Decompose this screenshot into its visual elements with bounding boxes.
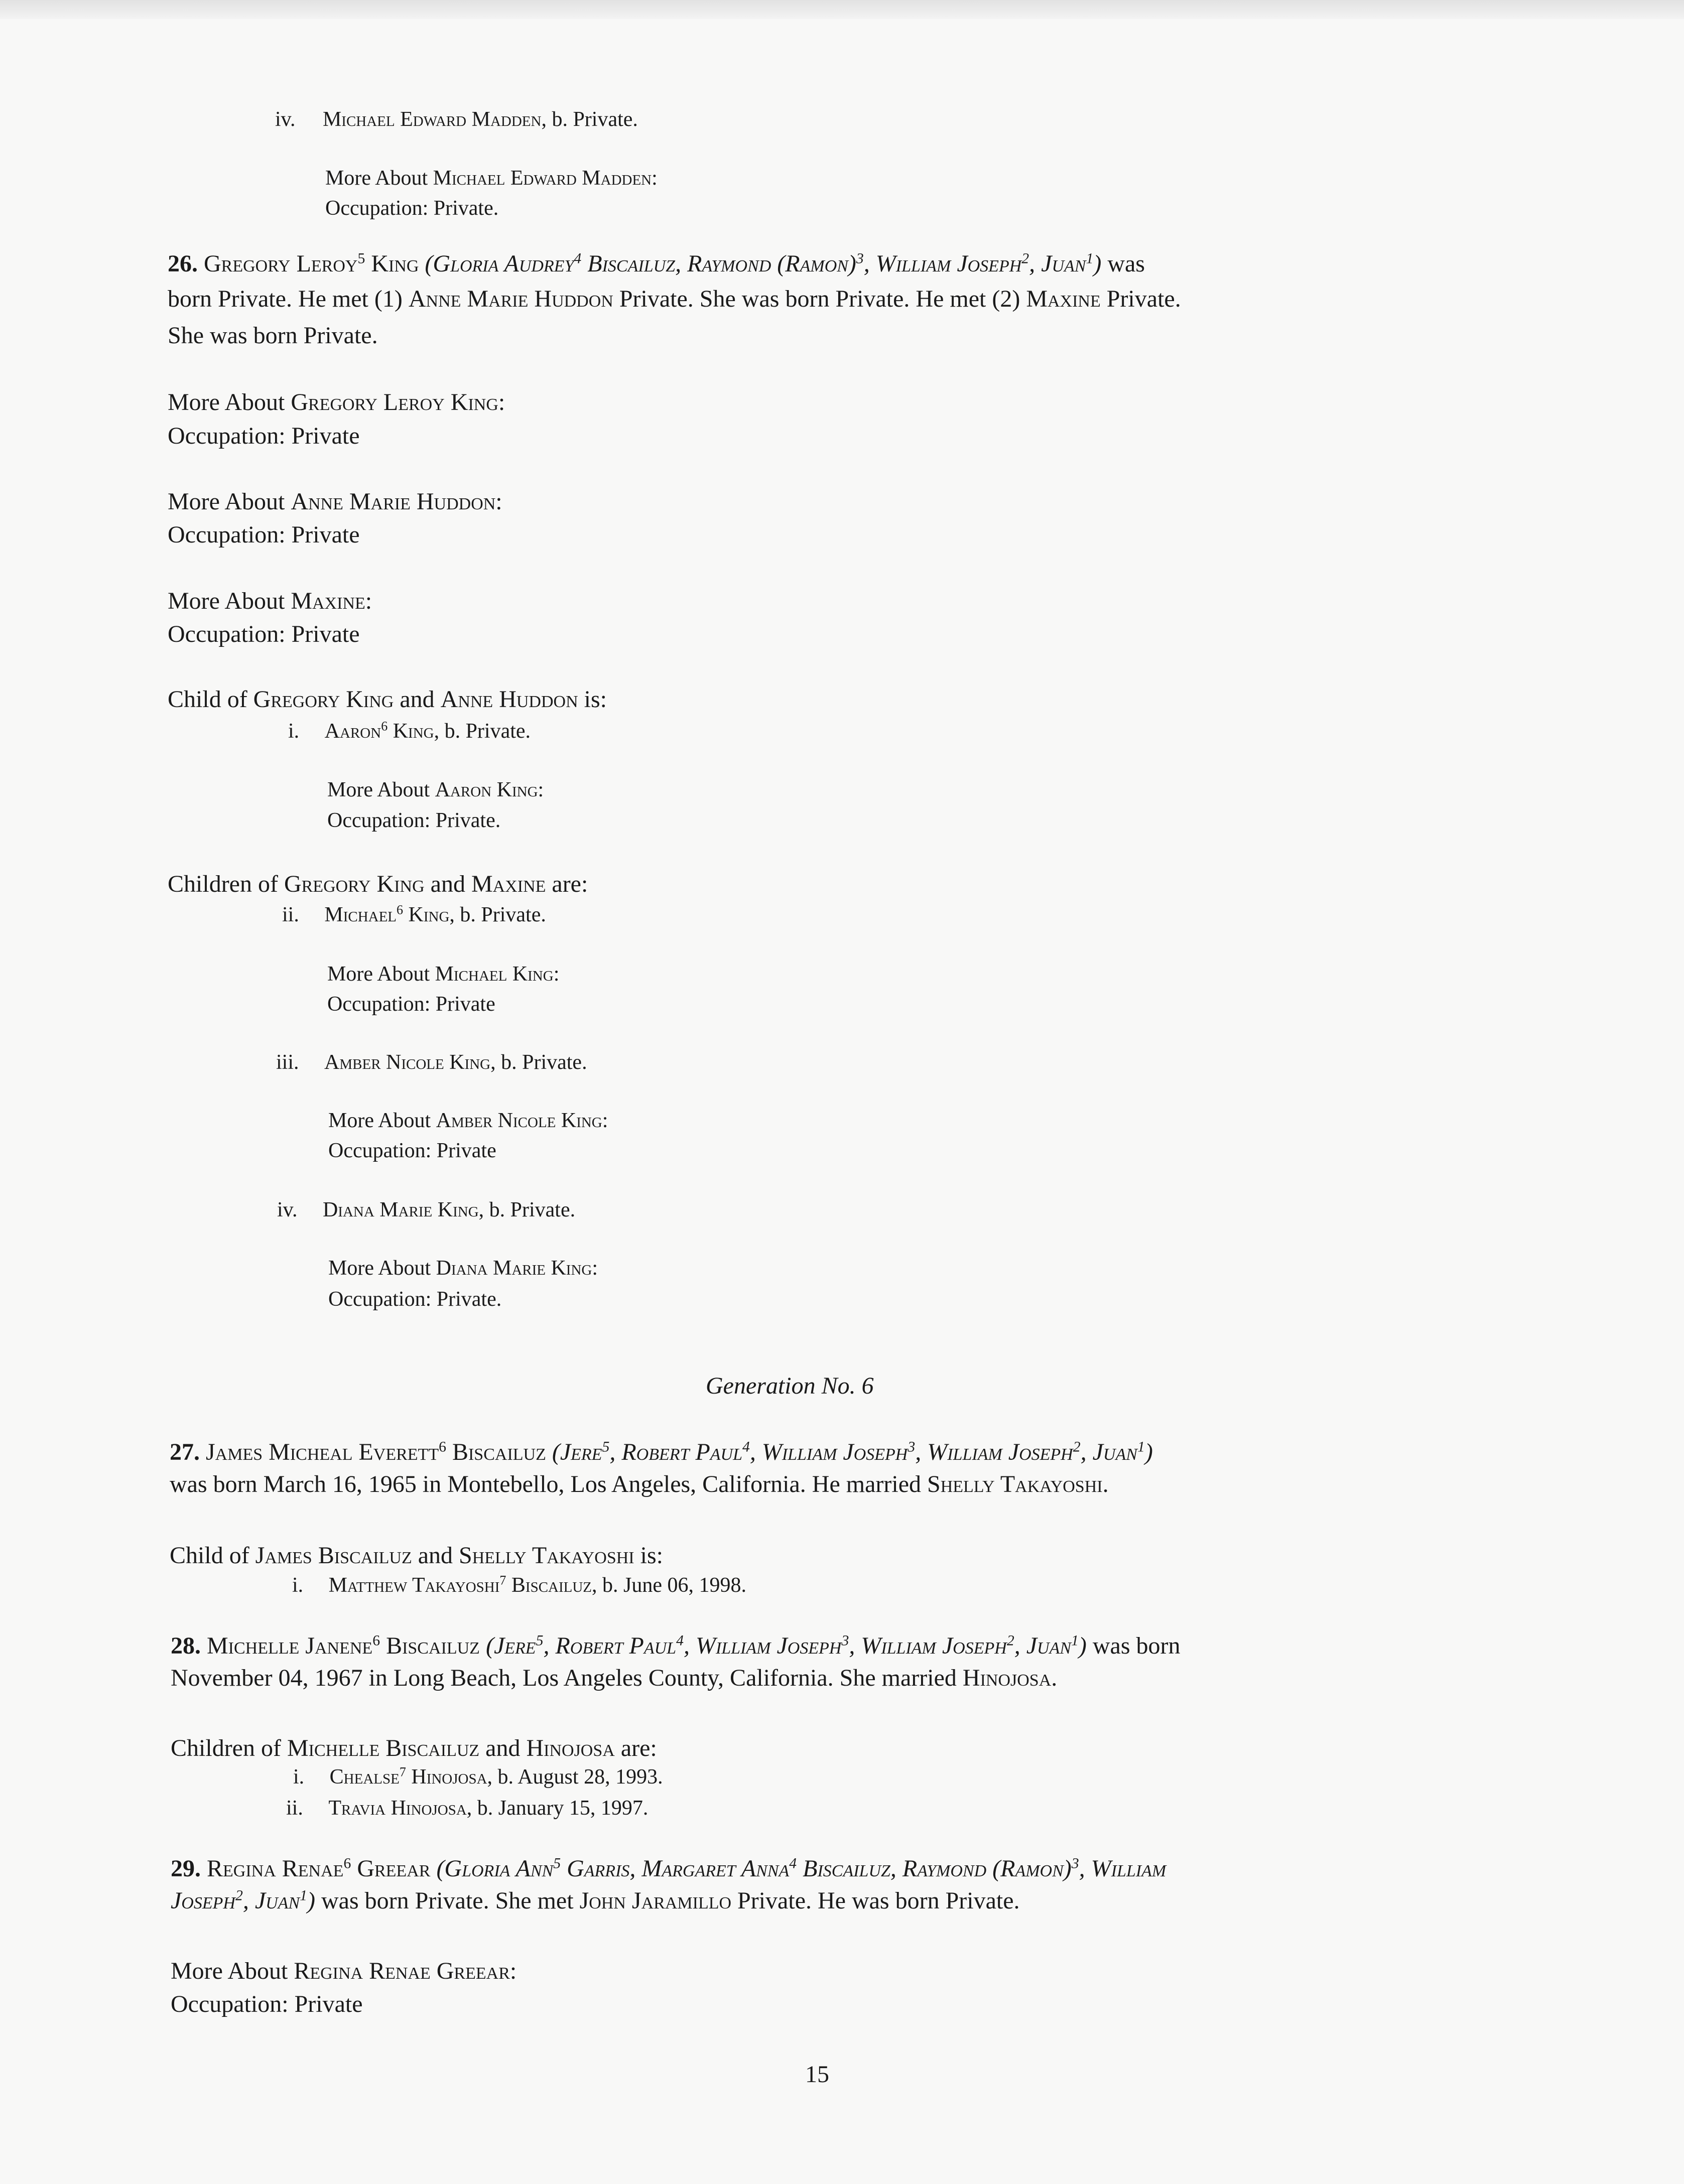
generation-marker: 3 bbox=[1071, 1855, 1079, 1872]
ancestry-line bbox=[425, 250, 1101, 277]
person-name: Amber Nicole King bbox=[324, 1051, 491, 1074]
entry-28-line1 bbox=[171, 1634, 1181, 1658]
person-name: Michelle Biscailuz bbox=[287, 1735, 480, 1761]
more-about-label: More About bbox=[168, 488, 291, 515]
ancestry-part: , Juan bbox=[1014, 1632, 1072, 1659]
more-about-line bbox=[327, 964, 559, 985]
person-name: Michael Edward Madden bbox=[322, 108, 542, 131]
entry-number: 27. bbox=[170, 1439, 200, 1465]
ancestry-part: Garris, Margaret Anna bbox=[561, 1855, 790, 1882]
person-surname: Biscailuz bbox=[506, 1574, 592, 1597]
roman-numeral: ii. bbox=[286, 1797, 303, 1820]
text: Child of bbox=[170, 1542, 255, 1569]
generation-marker: 1 bbox=[1071, 1632, 1079, 1649]
entry-27-line1 bbox=[170, 1440, 1153, 1464]
more-about-line bbox=[168, 390, 505, 415]
person-name: Amber Nicole King: bbox=[436, 1109, 608, 1132]
person-name: Hinojosa bbox=[526, 1735, 615, 1761]
person-name: Shelly Takayoshi bbox=[459, 1542, 634, 1569]
birth-info: , b. Private. bbox=[434, 720, 531, 743]
more-about-line bbox=[168, 490, 502, 514]
person-surname: Hinojosa bbox=[406, 1765, 487, 1789]
ancestry-part: Biscailuz, Raymond (Ramon) bbox=[581, 250, 856, 277]
generation-marker: 4 bbox=[574, 250, 582, 267]
birth-info: , b. January 15, 1997. bbox=[466, 1797, 649, 1820]
more-about-label: More About bbox=[325, 167, 433, 190]
generation-marker: 3 bbox=[908, 1438, 916, 1455]
generation-marker: 2 bbox=[235, 1887, 243, 1904]
generation-marker: 2 bbox=[1006, 1632, 1014, 1649]
person-name: Gregory King bbox=[253, 686, 394, 713]
children-header bbox=[171, 1736, 657, 1760]
birth-info: , b. Private. bbox=[541, 108, 638, 131]
occupation-line: Occupation: Private bbox=[168, 621, 360, 647]
generation-marker: 7 bbox=[499, 1573, 506, 1588]
spouse-name: Hinojosa bbox=[962, 1665, 1052, 1691]
more-about-label: More About bbox=[328, 1109, 436, 1132]
person-name: Michael King: bbox=[435, 963, 560, 986]
entry-number: 26. bbox=[168, 250, 198, 277]
more-about-label: More About bbox=[327, 778, 435, 801]
person-name: Anne Marie Huddon: bbox=[291, 488, 502, 515]
person-name: Chealse bbox=[329, 1765, 400, 1789]
more-about-line bbox=[328, 1110, 608, 1131]
ancestry-part: ) bbox=[1078, 1632, 1087, 1659]
ancestry-part: , William Joseph bbox=[863, 250, 1022, 277]
child-header bbox=[168, 688, 607, 712]
roman-numeral: i. bbox=[288, 720, 300, 743]
generation-marker: 6 bbox=[372, 1632, 380, 1649]
text: was bbox=[1101, 250, 1145, 277]
text: was born Private. She met bbox=[315, 1887, 580, 1914]
generation-marker: 1 bbox=[1086, 250, 1094, 267]
text: are: bbox=[614, 1735, 657, 1761]
more-about-label: More About bbox=[328, 1257, 436, 1280]
generation-marker: 5 bbox=[536, 1632, 544, 1649]
ancestry-part: , Juan bbox=[242, 1887, 300, 1914]
ancestry-part: , William Joseph bbox=[915, 1439, 1073, 1465]
child-line bbox=[293, 1766, 663, 1788]
roman-numeral: iii. bbox=[276, 1051, 299, 1074]
text: Children of bbox=[171, 1735, 287, 1761]
generation-marker: 2 bbox=[1021, 250, 1029, 267]
ancestry-line bbox=[486, 1632, 1087, 1659]
entry-26-line3: She was born Private. bbox=[168, 322, 378, 349]
text: are: bbox=[546, 871, 588, 897]
occupation-line: Occupation: Private bbox=[168, 423, 360, 449]
text: is: bbox=[634, 1542, 663, 1569]
occupation-line: Occupation: Private bbox=[327, 993, 495, 1016]
occupation-line: Occupation: Private. bbox=[327, 809, 501, 832]
text: and bbox=[479, 1735, 527, 1761]
person-surname: King bbox=[403, 903, 450, 926]
more-about-label: More About bbox=[168, 389, 291, 416]
ancestry-line bbox=[171, 1887, 315, 1914]
generation-marker: 3 bbox=[841, 1632, 849, 1649]
roman-numeral: iv. bbox=[277, 1198, 298, 1221]
ancestry-part: , Juan bbox=[1029, 250, 1086, 277]
occupation-line: Occupation: Private bbox=[171, 1991, 363, 2017]
person-surname: King bbox=[387, 720, 434, 743]
text: was born March 16, 1965 in Montebello, Los Angeles, California. He married bbox=[170, 1471, 927, 1497]
generation-marker: 7 bbox=[399, 1764, 406, 1780]
generation-marker: 6 bbox=[397, 902, 404, 917]
ancestry-part: (Jere bbox=[552, 1439, 602, 1465]
person-name: Diana Marie King: bbox=[436, 1257, 598, 1280]
person-surname: Biscailuz bbox=[380, 1632, 480, 1659]
person-surname: Biscailuz bbox=[446, 1439, 546, 1465]
more-about-line: More About Michael Edward Madden: bbox=[325, 167, 658, 190]
child-line bbox=[277, 1199, 575, 1220]
ancestry-part: , William Joseph bbox=[749, 1439, 908, 1465]
more-about-line bbox=[168, 589, 372, 613]
text: Child of bbox=[168, 686, 253, 713]
more-about-label: More About bbox=[171, 1958, 294, 1984]
text: Private. He was born Private. bbox=[731, 1887, 1020, 1914]
generation-marker: 4 bbox=[742, 1438, 750, 1455]
ancestry-part: ) bbox=[1144, 1439, 1153, 1465]
person-name: Michael bbox=[324, 903, 397, 926]
text: and bbox=[424, 871, 471, 897]
person-name: Anne Huddon bbox=[440, 686, 578, 713]
generation-marker: 2 bbox=[1073, 1438, 1081, 1455]
person-name: Maxine: bbox=[291, 588, 372, 614]
occupation-line: Occupation: Private. bbox=[328, 1288, 502, 1311]
entry-29-line1 bbox=[171, 1857, 1166, 1881]
ancestry-line bbox=[552, 1439, 1153, 1465]
ancestry-part: , William bbox=[1079, 1855, 1167, 1882]
child-line bbox=[288, 721, 531, 742]
person-name: Maxine bbox=[471, 871, 546, 897]
more-about-label: More About bbox=[168, 588, 291, 614]
generation-marker: 3 bbox=[856, 250, 864, 267]
spouse-name: Anne Marie Huddon bbox=[408, 286, 613, 312]
person-name: Matthew Takayoshi bbox=[328, 1574, 500, 1597]
generation-marker: 4 bbox=[676, 1632, 684, 1649]
entry-number: 29. bbox=[171, 1855, 201, 1882]
text: and bbox=[394, 686, 441, 713]
roman-numeral: ii. bbox=[282, 903, 299, 926]
ancestry-part: , Juan bbox=[1080, 1439, 1137, 1465]
page-number: 15 bbox=[805, 2061, 829, 2088]
person-name: Gregory Leroy bbox=[204, 250, 358, 277]
occupation-line: Occupation: Private bbox=[328, 1139, 496, 1162]
person-surname: Greear bbox=[351, 1855, 431, 1882]
birth-info: , b. Private. bbox=[490, 1051, 587, 1074]
person-name: Gregory King bbox=[284, 871, 425, 897]
prev-child-line bbox=[275, 109, 638, 130]
ancestry-part: ) bbox=[1093, 250, 1102, 277]
generation-marker: 6 bbox=[439, 1438, 446, 1455]
generation-marker: 6 bbox=[381, 719, 388, 734]
spouse-name: Maxine bbox=[1026, 286, 1101, 312]
text: Private. bbox=[1100, 286, 1181, 312]
person-name: Diana Marie King bbox=[322, 1198, 479, 1221]
generation-marker: 5 bbox=[602, 1438, 610, 1455]
ancestry-part: Biscailuz, Raymond (Ramon) bbox=[797, 1855, 1072, 1882]
roman-numeral: iv. bbox=[275, 108, 296, 131]
text: . bbox=[1102, 1471, 1109, 1497]
text: November 04, 1967 in Long Beach, Los Angeles County, California. She married bbox=[171, 1665, 963, 1691]
entry-27-line2 bbox=[170, 1472, 1109, 1496]
more-about-line bbox=[171, 1959, 516, 1983]
generation-marker: 6 bbox=[343, 1855, 351, 1872]
ancestry-part: ) bbox=[307, 1887, 315, 1914]
text: . bbox=[1051, 1665, 1058, 1691]
birth-info: , b. Private. bbox=[478, 1198, 576, 1221]
person-name: Regina Renae bbox=[207, 1855, 344, 1882]
entry-26-line1 bbox=[168, 252, 1145, 276]
occupation-line: Occupation: Private. bbox=[325, 197, 499, 220]
scan-edge bbox=[0, 0, 1684, 19]
child-header bbox=[170, 1544, 663, 1568]
spouse-name: John Jaramillo bbox=[579, 1887, 732, 1914]
more-about-label: More About bbox=[327, 963, 435, 986]
children-header bbox=[168, 872, 588, 896]
birth-info: , b. August 28, 1993. bbox=[487, 1765, 663, 1789]
occupation-line: Occupation: Private bbox=[168, 521, 360, 548]
child-line bbox=[286, 1798, 648, 1819]
person-name: Aaron bbox=[324, 720, 381, 743]
generation-marker: 4 bbox=[789, 1855, 797, 1872]
text: and bbox=[412, 1542, 459, 1569]
generation-marker: 1 bbox=[300, 1887, 308, 1904]
text: Children of bbox=[168, 871, 284, 897]
person-name: James Micheal Everett bbox=[206, 1439, 439, 1465]
child-line bbox=[292, 1575, 746, 1596]
ancestry-part: Joseph bbox=[171, 1887, 235, 1914]
roman-numeral: i. bbox=[292, 1574, 304, 1597]
ancestry-part: , William Joseph bbox=[683, 1632, 842, 1659]
ancestry-part: , Robert Paul bbox=[609, 1439, 742, 1465]
person-name: Michelle Janene bbox=[207, 1632, 373, 1659]
entry-28-line2 bbox=[171, 1666, 1057, 1690]
generation-marker: 1 bbox=[1137, 1438, 1145, 1455]
text: was born bbox=[1086, 1632, 1181, 1659]
person-name: Michael Edward Madden bbox=[433, 167, 652, 190]
person-name: Travia Hinojosa bbox=[328, 1797, 467, 1820]
person-name: Gregory Leroy King: bbox=[291, 389, 505, 416]
ancestry-part: , William Joseph bbox=[849, 1632, 1007, 1659]
more-about-line bbox=[327, 779, 544, 800]
entry-29-line2 bbox=[171, 1889, 1020, 1913]
birth-info: , b. Private. bbox=[449, 903, 546, 926]
text: Private. She was born Private. He met (2) bbox=[613, 286, 1026, 312]
person-name: James Biscailuz bbox=[255, 1542, 412, 1569]
entry-26-line2 bbox=[168, 287, 1181, 311]
child-line bbox=[282, 904, 546, 925]
spouse-name: Shelly Takayoshi bbox=[927, 1471, 1103, 1497]
person-name: Aaron King: bbox=[435, 778, 544, 801]
roman-numeral: i. bbox=[293, 1765, 305, 1789]
ancestry-line bbox=[436, 1855, 1166, 1882]
generation-heading: Generation No. 6 bbox=[706, 1373, 874, 1399]
generation-marker: 5 bbox=[553, 1855, 561, 1872]
ancestry-part: (Gloria Ann bbox=[436, 1855, 554, 1882]
generation-marker: 5 bbox=[357, 250, 365, 267]
ancestry-part: (Gloria Audrey bbox=[425, 250, 574, 277]
birth-info: , b. June 06, 1998. bbox=[592, 1574, 747, 1597]
ancestry-part: , Robert Paul bbox=[543, 1632, 677, 1659]
more-about-line bbox=[328, 1258, 598, 1279]
text: is: bbox=[578, 686, 607, 713]
person-name: Regina Renae Greear: bbox=[294, 1958, 517, 1984]
person-surname: King bbox=[371, 250, 419, 277]
text: born Private. He met (1) bbox=[168, 286, 409, 312]
ancestry-part: (Jere bbox=[485, 1632, 536, 1659]
entry-number: 28. bbox=[171, 1632, 201, 1659]
child-line bbox=[276, 1052, 587, 1073]
